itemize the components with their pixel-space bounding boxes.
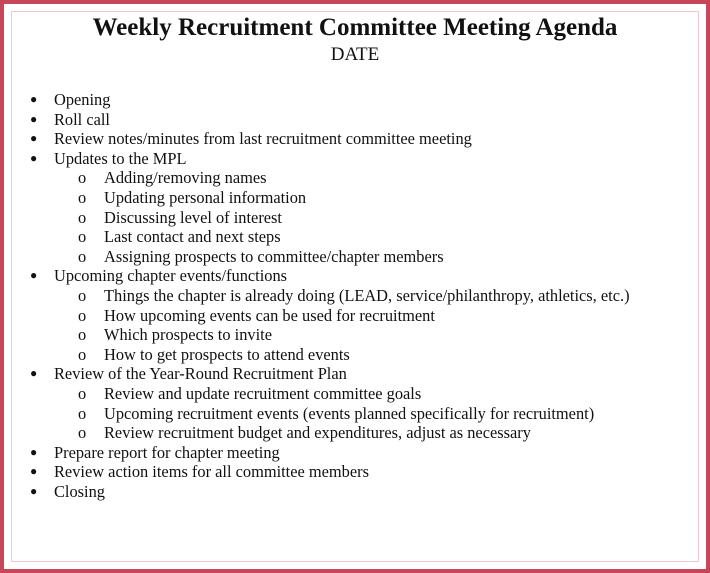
sub-bullet-icon: o: [78, 227, 87, 247]
agenda-item: [0, 462, 710, 482]
agenda-item-text: Updates to the MPL: [54, 148, 187, 168]
agenda-item: [0, 266, 710, 286]
agenda-subitem-text: Adding/removing names: [104, 168, 267, 188]
agenda-item-text: Review of the Year-Round Recruitment Plan: [54, 364, 347, 384]
agenda-item: [0, 364, 710, 384]
agenda-subitem: [0, 404, 710, 424]
sub-bullet-icon: o: [78, 325, 87, 345]
agenda-subitem-text: Review recruitment budget and expenditures, adjust as necessary: [104, 423, 531, 443]
agenda-subitem-text: Upcoming recruitment events (events planned specifically for recruitment): [104, 403, 595, 423]
bullet-icon: ●: [30, 92, 38, 106]
sub-bullet-icon: o: [78, 403, 87, 423]
bullet-icon: ●: [30, 131, 38, 146]
sub-bullet-icon: o: [78, 383, 87, 403]
agenda-item-text: Upcoming chapter events/functions: [54, 266, 288, 286]
bullet-icon: ●: [30, 464, 38, 479]
agenda-item-text: Review notes/minutes from last recruitment committee meeting: [54, 129, 472, 149]
agenda-item-text: Closing: [54, 481, 106, 501]
document-title: Weekly Recruitment Committee Meeting Agenda: [92, 14, 618, 41]
agenda-subitem: [0, 208, 710, 228]
sub-bullet-icon: o: [78, 305, 87, 325]
agenda-item: [0, 482, 710, 502]
document-date: DATE: [330, 44, 380, 65]
agenda-subitem: [0, 168, 710, 188]
agenda-subitem-text: Which prospects to invite: [104, 325, 272, 345]
agenda-item-text: Prepare report for chapter meeting: [54, 442, 280, 462]
agenda-subitem-text: Last contact and next steps: [104, 227, 281, 247]
agenda-subitem: [0, 345, 710, 365]
agenda-subitem: [0, 384, 710, 404]
agenda-subitem-text: Updating personal information: [104, 187, 307, 207]
agenda-list: [0, 90, 710, 501]
bullet-icon: ●: [30, 366, 38, 381]
sub-bullet-icon: o: [78, 285, 87, 305]
bullet-icon: ●: [30, 268, 38, 283]
agenda-item: [0, 129, 710, 149]
agenda-subitem-text: Assigning prospects to committee/chapter members: [104, 246, 444, 266]
agenda-subitem: [0, 286, 710, 306]
bullet-icon: ●: [30, 111, 38, 126]
agenda-item-text: Roll call: [54, 109, 110, 129]
agenda-subitem: [0, 306, 710, 326]
agenda-subitem: [0, 227, 710, 247]
agenda-subitem-text: Things the chapter is already doing (LEAD, service/philanthropy, athletics, etc.): [104, 285, 630, 305]
bullet-icon: ●: [30, 483, 38, 498]
agenda-subitem-text: How to get prospects to attend events: [104, 344, 350, 364]
agenda-item-text: Review action items for all committee members: [54, 462, 369, 482]
sub-bullet-icon: o: [78, 246, 87, 266]
agenda-item: [0, 90, 710, 110]
agenda-subitem: [0, 188, 710, 208]
bullet-icon: ●: [30, 444, 38, 459]
agenda-item-text: Opening: [54, 90, 111, 109]
agenda-item: [0, 110, 710, 130]
sub-bullet-icon: o: [78, 187, 87, 207]
agenda-subitem: [0, 423, 710, 443]
agenda-item: [0, 443, 710, 463]
agenda-subitem-text: Discussing level of interest: [104, 207, 282, 227]
sub-bullet-icon: o: [78, 344, 87, 364]
sub-bullet-icon: o: [78, 423, 87, 443]
agenda-subitem: [0, 325, 710, 345]
sub-bullet-icon: o: [78, 207, 87, 227]
bullet-icon: ●: [30, 150, 38, 165]
agenda-subitem-text: Review and update recruitment committee goals: [104, 383, 422, 403]
agenda-item: [0, 149, 710, 169]
sub-bullet-icon: o: [78, 168, 87, 188]
agenda-subitem: [0, 247, 710, 267]
agenda-subitem-text: How upcoming events can be used for recruitment: [104, 305, 435, 325]
